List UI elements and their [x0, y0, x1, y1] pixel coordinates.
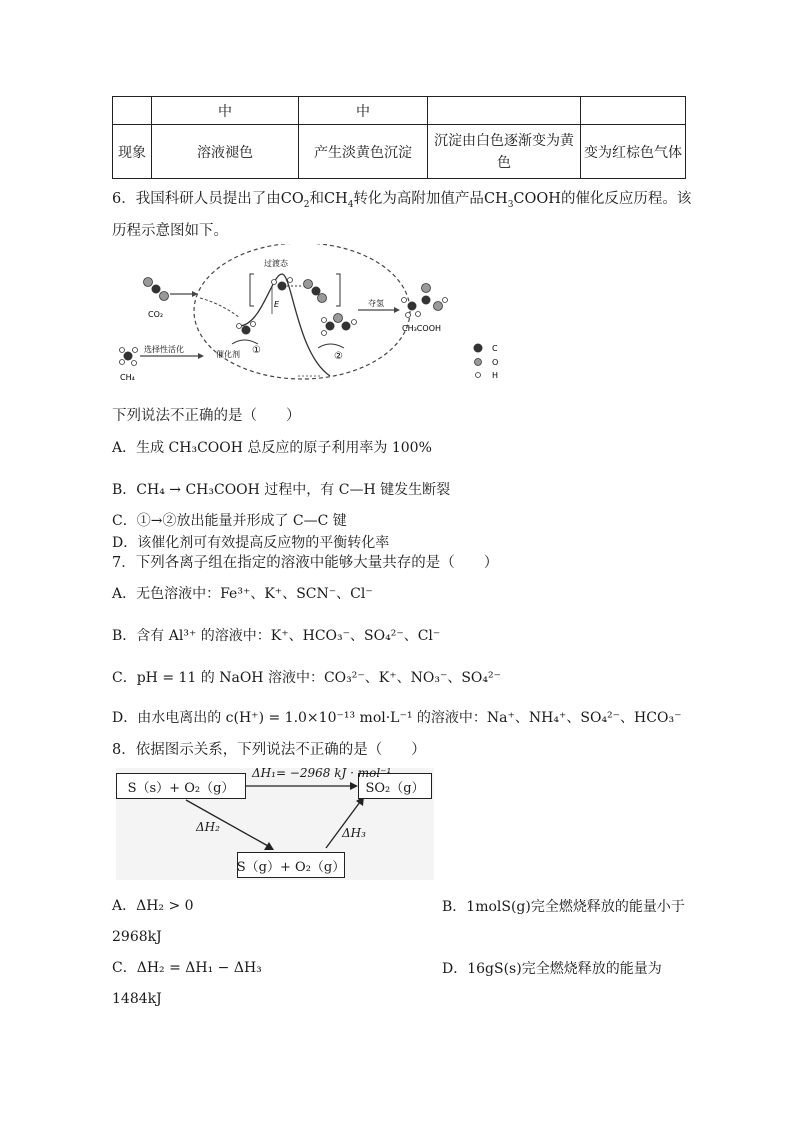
q6-option-b: B．CH₄ → CH₃COOH 过程中，有 C—H 键发生断裂	[112, 482, 451, 498]
dehydrogenation-label: 夺氢	[368, 299, 384, 308]
q7-option-d: D．由水电离出的 c(H⁺) = 1.0×10⁻¹³ mol·L⁻¹ 的溶液中：Na⁺、NH₄⁺、SO₄²⁻、HCO₃⁻	[112, 710, 682, 726]
legend-oxygen-icon	[475, 359, 482, 366]
table-cell: 产生淡黄色沉淀	[299, 125, 428, 179]
ts-bracket-right	[336, 274, 340, 306]
legend-o: O	[492, 358, 499, 367]
catalyst-site-2	[318, 314, 357, 349]
table-cell: 溶液褪色	[152, 125, 299, 179]
q6-option-d: D．该催化剂可有效提高反应物的平衡转化率	[112, 535, 390, 551]
q6-stem-line1: 6．我国科研人员提出了由$CO_2$和$CH_4$转化为高附加值产品$CH_3COOH$的催化反应历程。该	[112, 191, 692, 210]
ts-bracket-left	[250, 274, 254, 306]
product-label: CH₃COOH	[402, 324, 442, 333]
q6-option-c: C．①→②放出能量并形成了 C—C 键	[112, 513, 347, 529]
table-cell: 现象	[113, 125, 152, 179]
table-cell	[581, 97, 686, 125]
legend-hydrogen-icon	[476, 373, 481, 378]
ch4-label: CH₄	[120, 373, 135, 382]
q7-option-a: A．无色溶液中：Fe³⁺、K⁺、SCN⁻、Cl⁻	[112, 586, 373, 602]
box-s-solid: S（s）+ O₂（g）	[116, 773, 246, 799]
table-cell: 中	[152, 97, 299, 125]
q8-option-d: D．16gS(s)完全燃烧释放的能量为	[442, 961, 662, 977]
legend-carbon-icon	[474, 344, 483, 353]
q7-option-c: C．pH = 11 的 NaOH 溶液中：CO₃²⁻、K⁺、NO₃⁻、SO₄²⁻	[112, 670, 502, 686]
catalyst-label: 催化剂	[216, 350, 240, 359]
q8-option-b: B．1molS(g)完全燃烧释放的能量小于	[442, 899, 685, 915]
q6-option-a: A．生成 CH₃COOH 总反应的原子利用率为 100%	[112, 440, 432, 456]
co2-molecule	[144, 278, 169, 301]
q7-option-b: B．含有 Al³⁺ 的溶液中：K⁺、HCO₃⁻、SO₄²⁻、Cl⁻	[112, 628, 441, 644]
table-cell	[428, 97, 581, 125]
q7-stem: 7．下列各离子组在指定的溶液中能够大量共存的是（ ）	[112, 555, 499, 571]
table-cell	[113, 97, 152, 125]
box-s-gas: S（g）+ O₂（g）	[237, 852, 345, 878]
q8-option-a: A．ΔH₂ > 0	[112, 898, 194, 914]
step1-label: ①	[252, 345, 261, 356]
ts-molecule	[272, 278, 327, 303]
selective-activation-label: 选择性活化	[144, 345, 184, 354]
q6-stem-line2: 历程示意图如下。	[112, 223, 228, 239]
q6-prompt: 下列说法不正确的是（ ）	[112, 408, 301, 424]
dh3-label: ΔH₃	[342, 826, 366, 840]
energy-label: E	[274, 300, 280, 309]
dashed-arrow	[200, 298, 240, 318]
box-so2: SO₂（g）	[358, 773, 432, 799]
ch4-molecule	[120, 348, 138, 366]
transition-state-label: 过渡态	[264, 259, 288, 268]
dh1-label: ΔH₁= −2968 kJ · mol⁻¹	[252, 766, 392, 780]
table-cell: 沉淀由白色逐渐变为黄色	[428, 125, 581, 179]
table-cell: 中	[299, 97, 428, 125]
q8-option-c: C．ΔH₂ = ΔH₁ − ΔH₃	[112, 960, 262, 976]
legend-c: C	[492, 344, 498, 353]
experiment-table	[112, 96, 686, 179]
q8-option-d-cont: 1484kJ	[112, 991, 162, 1007]
q8-stem: 8．依据图示关系，下列说法不正确的是（ ）	[112, 742, 426, 758]
co2-label: CO₂	[148, 310, 164, 319]
mechanism-diagram	[112, 244, 512, 394]
q8-option-b-cont: 2968kJ	[112, 929, 162, 945]
legend-h: H	[492, 371, 499, 380]
table-cell: 变为红棕色气体	[581, 125, 686, 179]
step2-label: ②	[334, 351, 343, 362]
dh2-label: ΔH₂	[196, 820, 220, 834]
